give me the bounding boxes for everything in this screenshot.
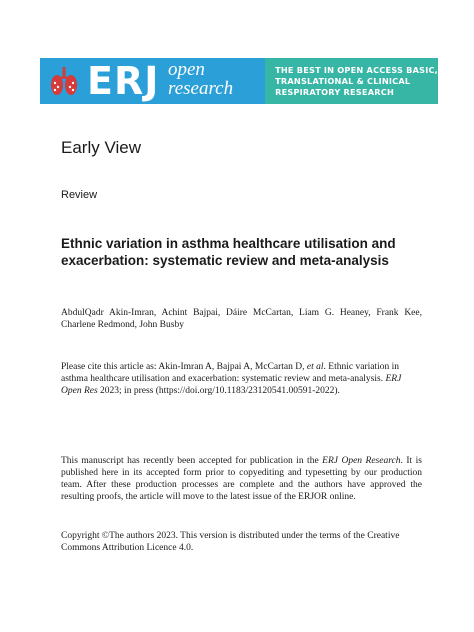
open-logo-text: open [168, 59, 205, 80]
article-title: Ethnic variation in asthma healthcare utilisation and exacerbation: systematic review and meta-analysis [61, 236, 396, 268]
acceptance-notice [61, 455, 422, 503]
notice-journal: ERJ Open Research [322, 456, 401, 466]
tagline-line-2: TRANSLATIONAL & CLINICAL [275, 75, 411, 86]
erj-logo-text: ERJ [87, 59, 160, 103]
citation-prefix: Please cite this article as: Akin-Imran A, Bajpai A, McCartan D, [61, 362, 307, 372]
journal-banner [40, 58, 438, 104]
citation-suffix: 2023; in press (https://doi.org/10.1183/23120541.00591-2022). [97, 386, 340, 396]
publication-status: Early View [61, 138, 141, 157]
lungs-icon [50, 65, 78, 97]
tagline-line-3: RESPIRATORY RESEARCH [275, 86, 394, 97]
journal-tagline [265, 58, 438, 104]
citation-et-al: et al [306, 362, 324, 372]
citation-middle: . Ethnic variation in asthma healthcare utilisation and exacerbation: systematic review and meta-analysis. [61, 362, 399, 384]
research-logo-text: research [168, 78, 234, 99]
notice-suffix: . It is published here in its accepted form prior to copyediting and typesetting by our production team. After these production processes are complete and the authors have approved the resulting proofs, the article will move to the latest issue of the ERJOR online. [61, 456, 422, 502]
notice-prefix: This manuscript has recently been accepted for publication in the [61, 456, 323, 466]
citation-text [61, 361, 411, 397]
tagline-line-1: THE BEST IN OPEN ACCESS BASIC, [275, 64, 438, 75]
author-list: AbdulQadr Akin-Imran, Achint Bajpai, Dáire McCartan, Liam G. Heaney, Frank Kee, Charlene Redmond, John Busby [61, 308, 422, 330]
article-type: Review [61, 189, 98, 201]
citation-journal: ERJ Open Res [61, 374, 402, 396]
journal-logo [40, 58, 265, 104]
copyright-notice: Copyright ©The authors 2023. This version is distributed under the terms of the Creative Commons Attribution Licence 4.0. [61, 531, 400, 553]
